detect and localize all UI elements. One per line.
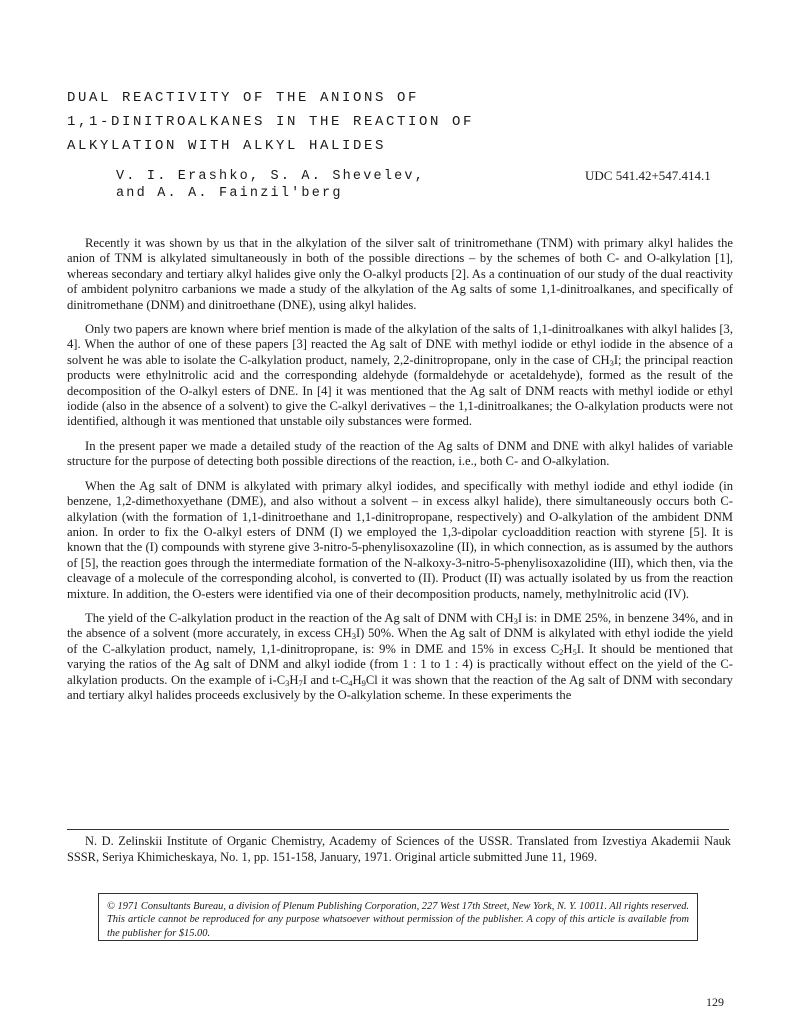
footnote-divider [67,829,729,830]
copyright-notice-box: © 1971 Consultants Bureau, a division of Plenum Publishing Corporation, 227 West 17th Street, New York, N. Y. 10011. All rights reserved. This article cannot be reproduced for any purpose whatsoever without permission of the publisher. A copy of this article is available from the publisher for $15.00. [98,893,698,941]
authors-line-1: V. I. Erashko, S. A. Shevelev, [116,169,426,184]
affiliation-footnote: N. D. Zelinskii Institute of Organic Chemistry, Academy of Sciences of the USSR. Translated from Izvestiya Akademii Nauk SSSR, Seriya Khimicheskaya, No. 1, pp. 151-158, January, 1971. Original article submitted June 11, 1969. [67,834,731,864]
page-number: 129 [706,995,724,1009]
author-list [116,168,425,202]
title-line-3: ALKYLATION WITH ALKYL HALIDES [67,138,387,154]
paragraph-4: When the Ag salt of DNM is alkylated with primary alkyl iodides, and specifically with methyl iodide and ethyl iodide (in benzene, 1,2-dimethoxyethane (DME), and also without a solvent – in excess alkyl halide), there simultaneously occurs both C-alkylation (with the formation of 1,1-dinitroethane and 1,1-dinitropropane, respectively) and O-alkylation of the ambident DNM anion. In order to fix the O-alkyl esters of DNM (I) we employed the 1,3-dipolar cycloaddition reaction with styrene [5]. It is known that the (I) compounds with styrene give 3-nitro-5-phenylisoxazoline (II), in which connection, as is assumed by the authors of [5], the reaction goes through the intermediate formation of the N-alkoxy-3-nitro-5-phenylisoxazolidine (III), which then, via the cleavage of a molecule of the corresponding alcohol, is converted to (II). Product (II) was actually isolated by us from the reaction mixture. In addition, the O-esters were identified via one of their decomposition products, namely, methylnitrolic acid (IV). [67,478,733,601]
title-line-1: DUAL REACTIVITY OF THE ANIONS OF [67,90,420,106]
paragraph-2: Only two papers are known where brief mention is made of the alkylation of the salts of 1,1-dinitroalkanes with alkyl halides [3, 4]. When the author of one of these papers [3] reacted the Ag salt of DNE with methyl iodide or ethyl iodide in the absence of a solvent he was able to isolate the C-alkylation product, namely, 2,2-dinitropropane, only in the case of $CH_3I$; the principal reaction products were ethylnitrolic acid and the corresponding aldehyde (formaldehyde or acetaldehyde), formed as the result of the decomposition of the O-alkyl esters of DNE. In [4] it was mentioned that the Ag salt of DNM reacts with methyl iodide or ethyl iodide (also in the absence of a solvent) to give the C-alkyl derivatives – the 1,1-dinitroalkanes; the O-alkylation products were not identified, although it was mentioned that unstable oily substances were formed. [67,322,733,429]
article-title [67,86,587,158]
article-body [67,236,733,712]
paragraph-3: In the present paper we made a detailed study of the reaction of the Ag salts of DNM and DNE with alkyl halides of variable structure for the purpose of detecting both possible directions of the reaction, i.e., both C- and O-alkylation. [67,438,733,469]
paragraph-5: The yield of the C-alkylation product in the reaction of the Ag salt of DNM with $CH_3I$ is: in DME 25%, in benzene 34%, and in the absence of a solvent (more accurately, in excess $CH_3I$) 50%. When the Ag salt of DNM is alkylated with ethyl iodide the yield of the C-alkylation product, namely, 1,1-dinitropropane, is: 9% in DME and 15% in excess $C_2H_5I$. It should be mentioned that varying the ratios of the Ag salt of DNM and alkyl iodide (from 1 : 1 to 1 : 4) is practically without effect on the yield of the C-alkylation products. On the example of $i-C_3H_7I$ and $t-C_4H_9Cl$ it was shown that the reaction of the Ag salt of DNM with secondary and tertiary alkyl halides proceeds exclusively by the O-alkylation scheme. In these experiments the [67,610,734,702]
paragraph-1: Recently it was shown by us that in the alkylation of the silver salt of trinitromethane (TNM) with primary alkyl halides the anion of TNM is alkylated simultaneously in both of the possible directions – by the schemes of both C- and O-alkylation [1], whereas secondary and tertiary alkyl halides give only the O-alkyl products [2]. As a continuation of our study of the dual reactivity of ambident polynitro carbanions we made a study of the alkylation of the Ag salts of some 1,1-dinitroalkanes, and specifically of dinitromethane (DNM) and dinitroethane (DNE), using alkyl halides. [67,236,733,312]
authors-line-2: and A. A. Fainzil'berg [116,186,343,201]
udc-classification: UDC 541.42+547.414.1 [585,168,711,183]
title-line-2: 1,1-DINITROALKANES IN THE REACTION OF [67,114,475,130]
